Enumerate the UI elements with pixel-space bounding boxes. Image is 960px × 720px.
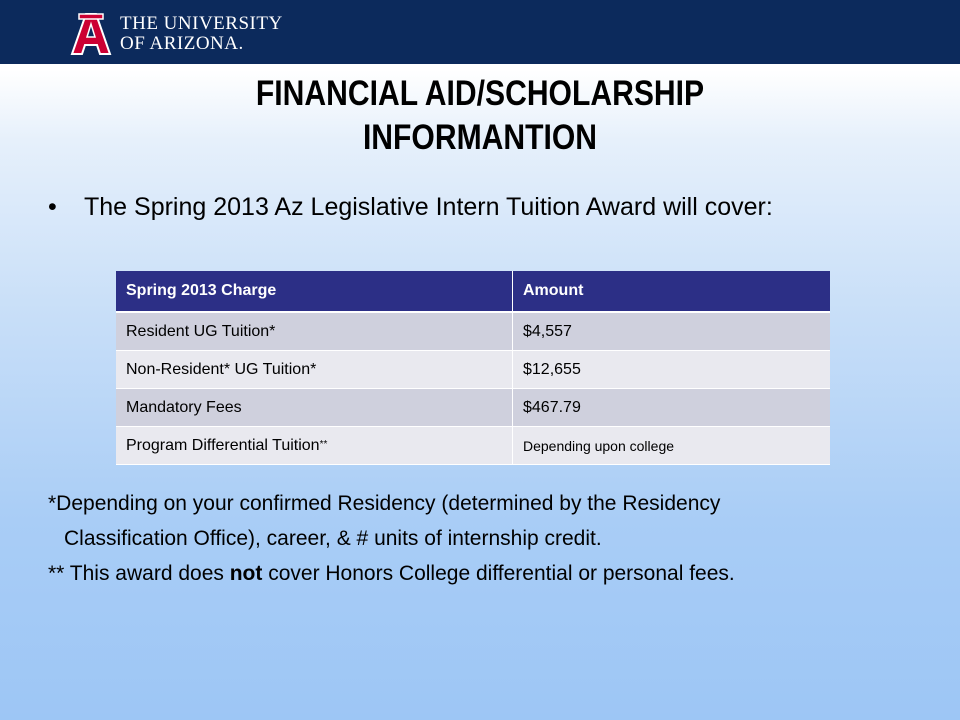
header-bar — [0, 0, 960, 64]
charge-cell — [116, 389, 513, 427]
footnote-line1: *Depending on your confirmed Residency (determined by the Residency — [48, 492, 721, 515]
bullet-text: The Spring 2013 Az Legislative Intern Tuition Award will cover: — [84, 193, 773, 221]
charge-label: Resident UG Tuition* — [126, 322, 276, 340]
table-row — [116, 312, 830, 351]
amount-cell: $467.79 — [513, 389, 831, 427]
amount-cell: $4,557 — [513, 312, 831, 351]
table-row — [116, 351, 830, 389]
wordmark-line1: THE UNIVERSITY — [120, 13, 283, 34]
slide-title — [67, 72, 893, 160]
university-wordmark — [120, 14, 283, 54]
footnote-emphasis-not: not — [229, 562, 263, 585]
charge-label: Non-Resident* UG Tuition* — [126, 360, 317, 378]
footnote-line3-post: cover Honors College differential or personal fees. — [262, 562, 735, 585]
amount-cell: $12,655 — [513, 351, 831, 389]
charges-table — [116, 271, 830, 465]
table-header-row — [116, 271, 830, 312]
title-line2: INFORMANTION — [362, 118, 598, 157]
university-logo-icon — [70, 10, 112, 56]
charge-label: Mandatory Fees — [126, 398, 242, 416]
charge-cell — [116, 351, 513, 389]
amount-cell: Depending upon college — [513, 427, 831, 465]
footnote-line3-pre: ** This award does — [48, 562, 230, 585]
double-asterisk-marker: ** — [319, 438, 328, 450]
footnote-line3 — [48, 556, 938, 591]
footnotes — [48, 486, 938, 591]
column-header-charge: Spring 2013 Charge — [116, 271, 513, 312]
table-row — [116, 389, 830, 427]
column-header-amount: Amount — [513, 271, 831, 312]
bullet-dot: • — [48, 193, 57, 221]
title-line1: FINANCIAL AID/SCHOLARSHIP — [255, 74, 705, 113]
charge-label: Program Differential Tuition — [126, 436, 320, 454]
wordmark-line2: OF ARIZONA. — [120, 33, 244, 54]
charge-cell — [116, 427, 513, 465]
charge-cell — [116, 312, 513, 351]
footnote-line2: Classification Office), career, & # units of internship credit. — [64, 527, 602, 550]
table-row — [116, 427, 830, 465]
